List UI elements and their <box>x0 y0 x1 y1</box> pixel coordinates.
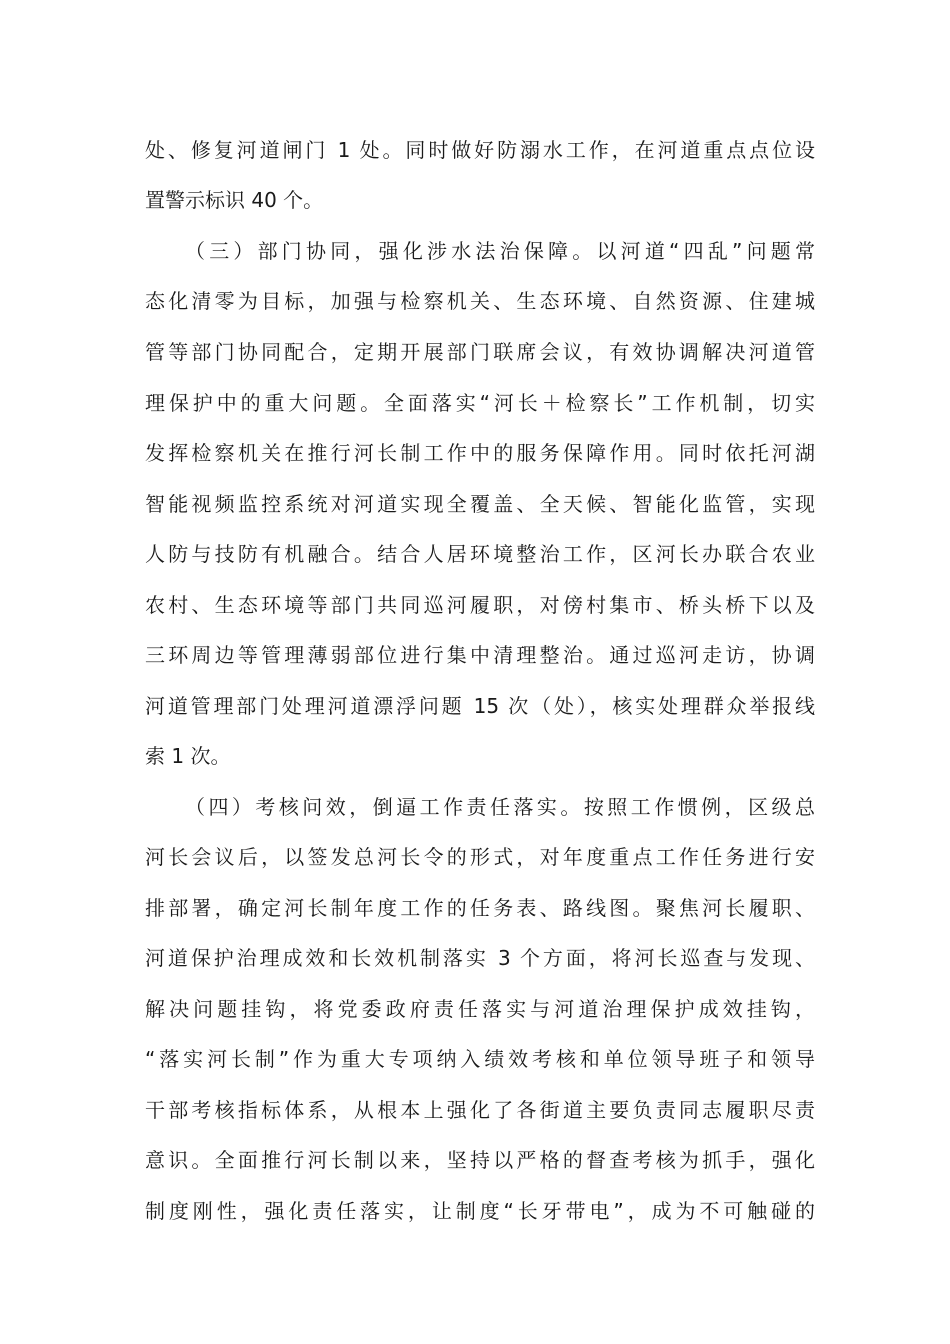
text-line: 处、修复河道闸门 1 处。同时做好防溺水工作，在河道重点点位设 <box>145 138 815 162</box>
text-line: 干部考核指标体系，从根本上强化了各街道主要负责同志履职尽责 <box>145 1098 815 1122</box>
section-heading-line: （三）部门协同，强化涉水法治保障。以河道“四乱”问题常 <box>185 239 815 263</box>
text-line: 意识。全面推行河长制以来，坚持以严格的督查考核为抓手，强化 <box>145 1148 815 1172</box>
text-line: 态化清零为目标，加强与检察机关、生态环境、自然资源、住建城 <box>145 289 815 313</box>
text-line: 排部署，确定河长制年度工作的任务表、路线图。聚焦河长履职、 <box>145 896 815 920</box>
text-line: 置警示标识 40 个。 <box>145 188 324 212</box>
text-line: 三环周边等管理薄弱部位进行集中清理整治。通过巡河走访，协调 <box>145 643 815 667</box>
text-line: “落实河长制”作为重大专项纳入绩效考核和单位领导班子和领导 <box>145 1047 815 1071</box>
text-line: 理保护中的重大问题。全面落实“河长＋检察长”工作机制，切实 <box>145 391 815 415</box>
text-line: 河长会议后，以签发总河长令的形式，对年度重点工作任务进行安 <box>145 845 815 869</box>
text-line: 索 1 次。 <box>145 744 231 768</box>
text-line: 农村、生态环境等部门共同巡河履职，对傍村集市、桥头桥下以及 <box>145 593 815 617</box>
text-line: 河道保护治理成效和长效机制落实 3 个方面，将河长巡查与发现、 <box>145 946 815 970</box>
text-line: 人防与技防有机融合。结合人居环境整治工作，区河长办联合农业 <box>145 542 815 566</box>
text-line: 解决问题挂钩，将党委政府责任落实与河道治理保护成效挂钩， <box>145 997 815 1021</box>
section-heading-line: （四）考核问效，倒逼工作责任落实。按照工作惯例，区级总 <box>185 795 815 819</box>
text-line: 制度刚性，强化责任落实，让制度“长牙带电”，成为不可触碰的 <box>145 1199 815 1223</box>
text-line: 智能视频监控系统对河道实现全覆盖、全天候、智能化监管，实现 <box>145 492 815 516</box>
text-line: 管等部门协同配合，定期开展部门联席会议，有效协调解决河道管 <box>145 340 815 364</box>
text-line: 发挥检察机关在推行河长制工作中的服务保障作用。同时依托河湖 <box>145 441 815 465</box>
text-line: 河道管理部门处理河道漂浮问题 15 次（处），核实处理群众举报线 <box>145 694 815 718</box>
